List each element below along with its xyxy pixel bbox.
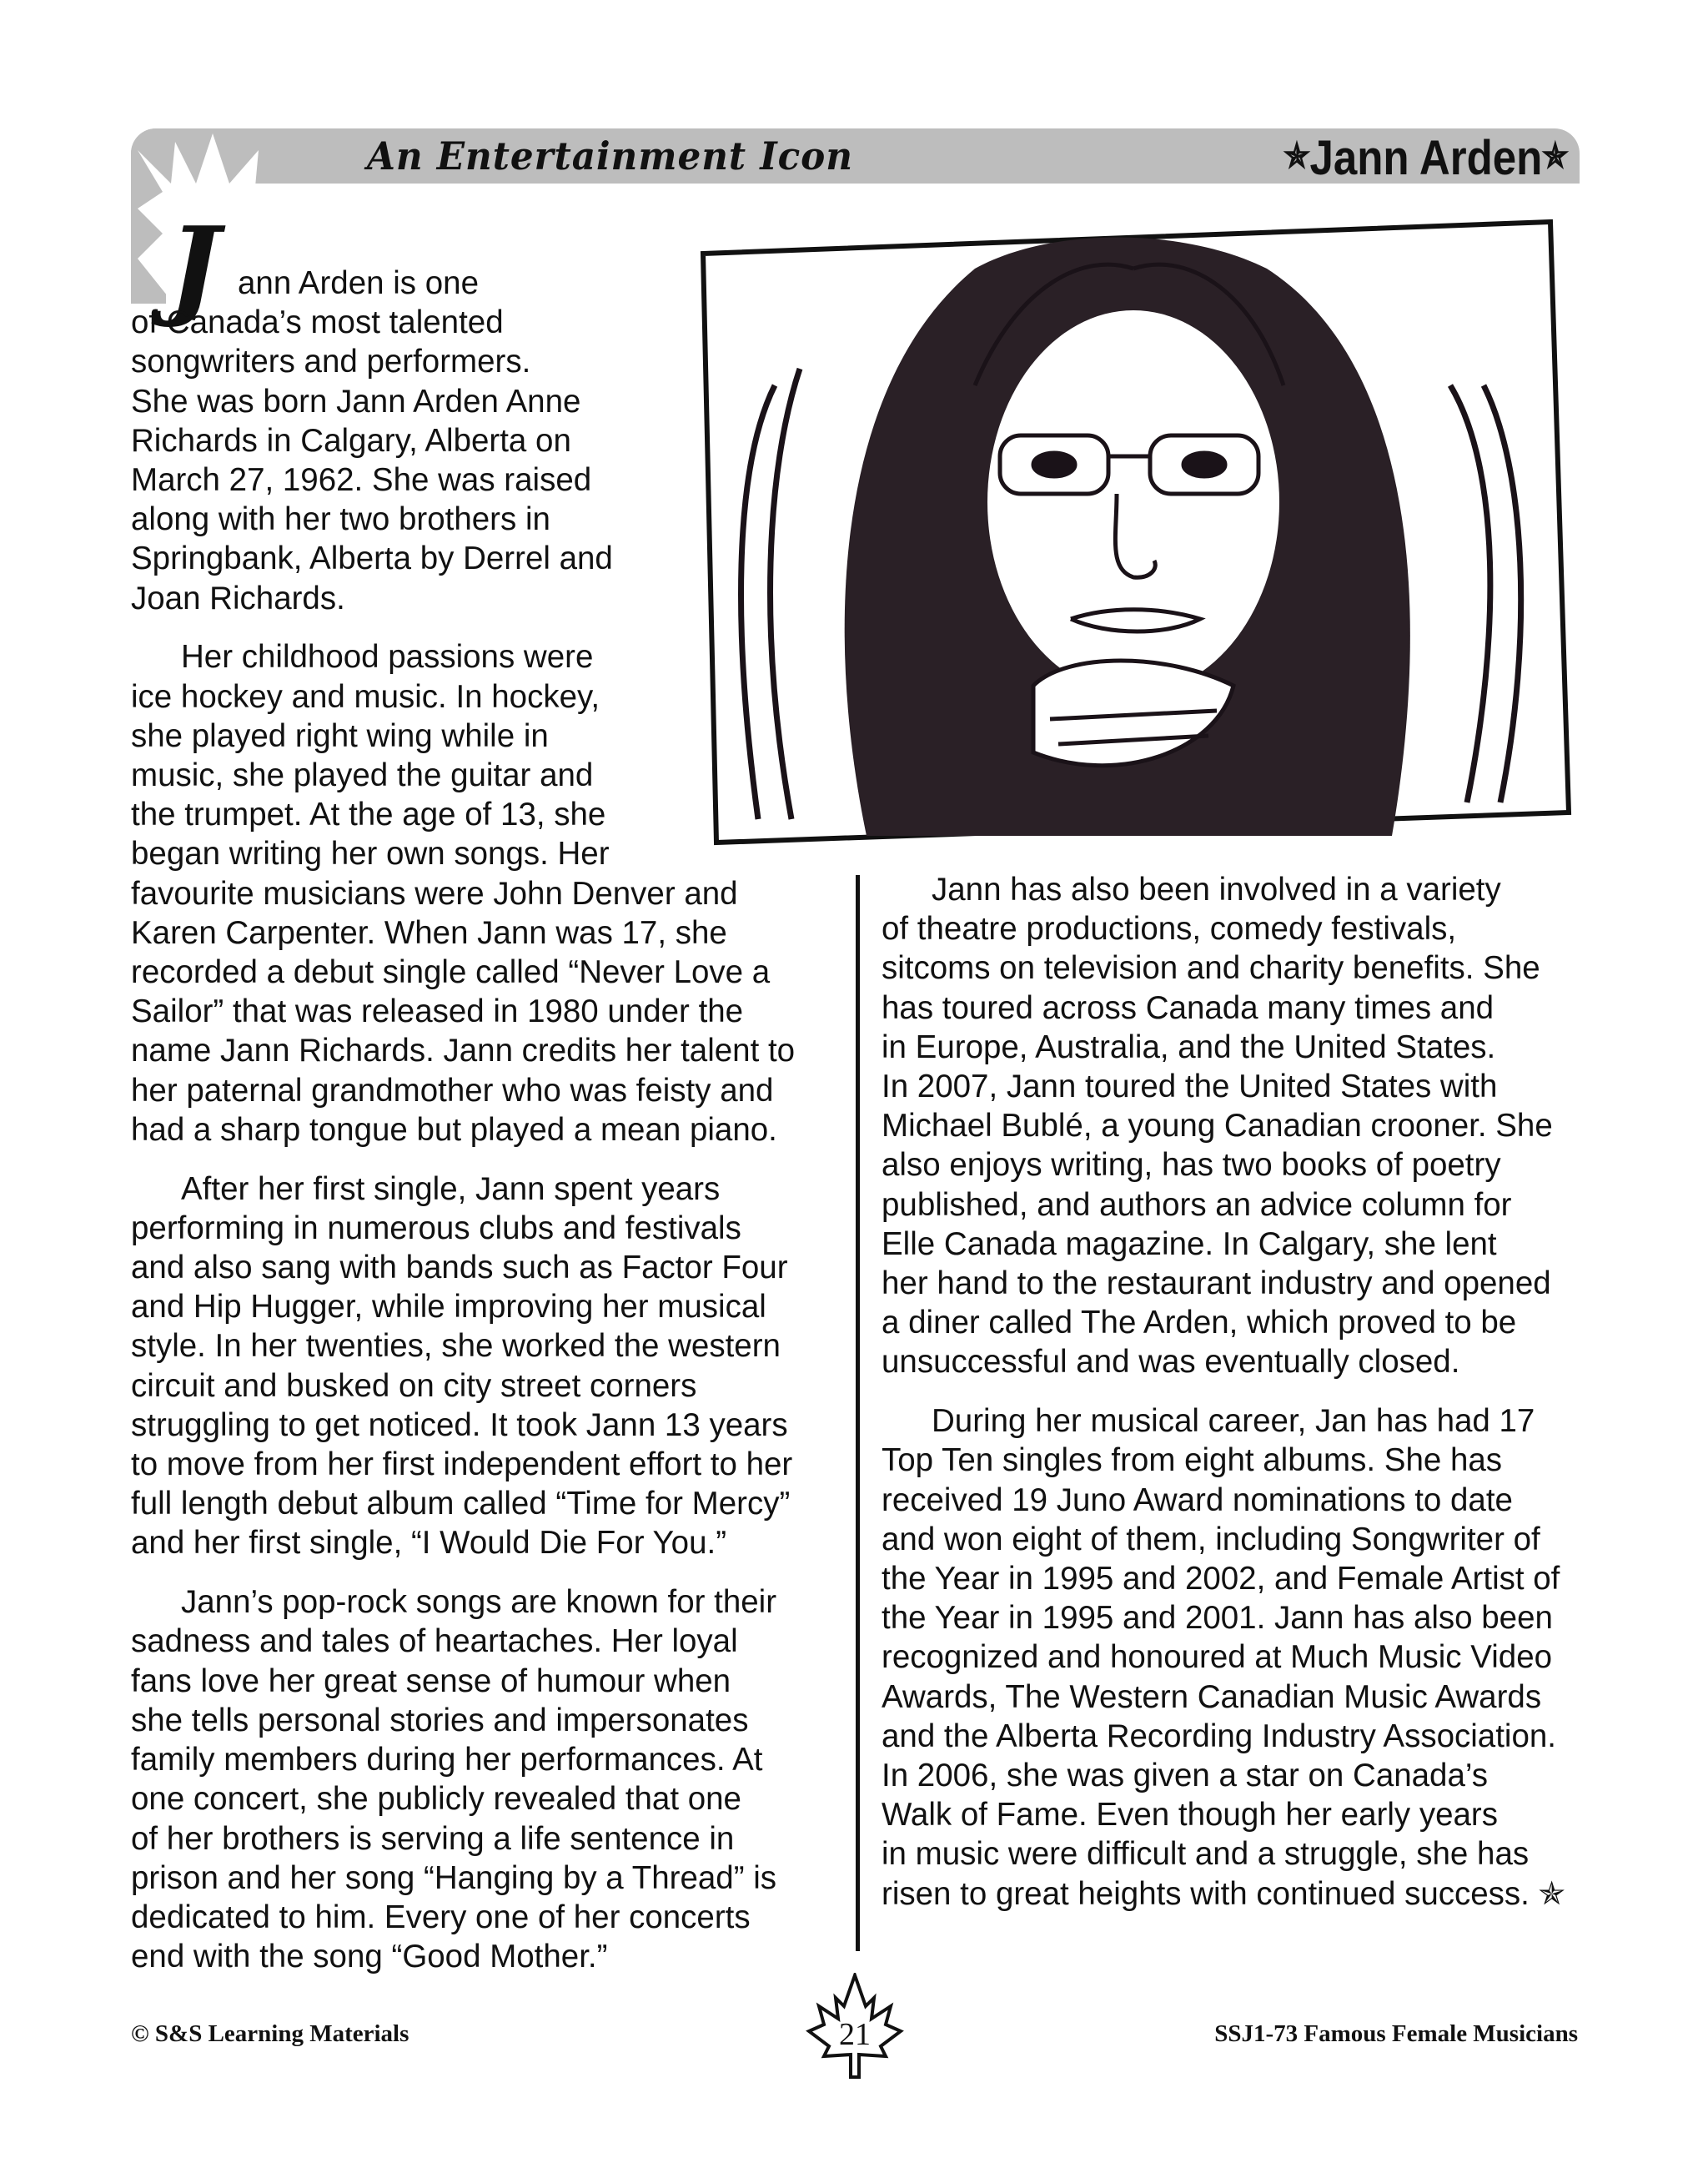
text-line: received 19 Juno Award nominations to date <box>882 1481 1513 1518</box>
text-line: sadness and tales of heartaches. Her loyal <box>131 1623 738 1660</box>
text-line: she tells personal stories and impersonates <box>131 1702 749 1738</box>
text-line: March 27, 1962. She was raised <box>131 462 592 499</box>
text-line: music, she played the guitar and <box>131 757 594 794</box>
text-line: Her childhood passions were <box>181 639 594 676</box>
left-column <box>131 264 795 1996</box>
text-line: in Europe, Australia, and the United States. <box>882 1029 1496 1065</box>
section-title: An Entertainment Icon <box>367 133 854 179</box>
paragraph <box>882 870 1565 1382</box>
paragraph <box>131 264 795 618</box>
text-line: Elle Canada magazine. In Calgary, she lent <box>882 1225 1497 1262</box>
text-line: the Year in 1995 and 2001. Jann has also been <box>882 1600 1553 1637</box>
text-line: and the Alberta Recording Industry Association. <box>882 1718 1556 1754</box>
text-line: and Hip Hugger, while improving her musical <box>131 1289 766 1325</box>
paragraph <box>131 1582 795 1976</box>
book-title: SSJ1-73 Famous Female Musicians <box>1214 2020 1578 2047</box>
text-line: and won eight of them, including Songwriter of <box>882 1521 1540 1557</box>
text-line: In 2007, Jann toured the United States with <box>882 1069 1498 1105</box>
text-line: name Jann Richards. Jann credits her talent to <box>131 1033 796 1069</box>
text-line: She was born Jann Arden Anne <box>131 383 581 420</box>
text-line: Sailor” that was released in 1980 under the <box>131 993 744 1030</box>
text-line: of theatre productions, comedy festivals, <box>882 911 1457 948</box>
text-line: and also sang with bands such as Factor Four <box>131 1250 788 1286</box>
text-line: full length debut album called “Time for Mercy” <box>131 1486 791 1522</box>
right-column <box>882 870 1565 1933</box>
text-line: began writing her own songs. Her <box>131 836 610 873</box>
paragraph <box>882 1401 1565 1914</box>
text-line: Jann has also been involved in a variety <box>932 872 1501 908</box>
text-line: unsuccessful and was eventually closed. <box>882 1344 1460 1381</box>
text-line: family members during her performances. At <box>131 1742 763 1778</box>
text-line: to move from her first independent effort to her <box>131 1446 793 1483</box>
text-line: dedicated to him. Every one of her concerts <box>131 1899 751 1935</box>
text-line: style. In her twenties, she worked the western <box>131 1328 781 1365</box>
page-number-badge <box>801 1973 909 2085</box>
paragraph <box>131 1170 795 1563</box>
text-line: Karen Carpenter. When Jann was 17, she <box>131 914 727 951</box>
text-line: favourite musicians were John Denver and <box>131 875 738 912</box>
text-line: performing in numerous clubs and festivals <box>131 1210 741 1246</box>
text-line: Top Ten singles from eight albums. She has <box>882 1442 1503 1479</box>
text-line: the trumpet. At the age of 13, she <box>131 797 606 833</box>
text-line: her paternal grandmother who was feisty and <box>131 1072 774 1109</box>
text-line: of Canada’s most talented <box>131 304 504 341</box>
text-line: in music were difficult and a struggle, she has <box>882 1836 1530 1873</box>
text-line: Michael Bublé, a young Canadian crooner. She <box>882 1108 1553 1144</box>
text-line: of her brothers is serving a life sentence in <box>131 1820 735 1857</box>
text-line: she played right wing while in <box>131 717 549 754</box>
subject-name: ✯Jann Arden✯ <box>1284 131 1568 185</box>
text-line: published, and authors an advice column for <box>882 1186 1512 1223</box>
star-icon: ✯ <box>1284 136 1310 175</box>
text-line: the Year in 1995 and 2002, and Female Artist of <box>882 1561 1560 1597</box>
text-line: also enjoys writing, has two books of poetry <box>882 1147 1501 1184</box>
text-line: During her musical career, Jan has had 17 <box>932 1403 1535 1440</box>
text-line: a diner called The Arden, which proved to be <box>882 1305 1517 1341</box>
text-line: Richards in Calgary, Alberta on <box>131 422 571 459</box>
text-line: had a sharp tongue but played a mean piano. <box>131 1111 777 1148</box>
text-line: ann Arden is one <box>238 265 479 301</box>
text-line: recorded a debut single called “Never Love a <box>131 954 771 991</box>
text-line: sitcoms on television and charity benefits. She <box>882 950 1540 987</box>
text-line: fans love her great sense of humour when <box>131 1663 731 1699</box>
text-line: ice hockey and music. In hockey, <box>131 678 600 715</box>
text-line: In 2006, she was given a star on Canada’s <box>882 1758 1488 1794</box>
text-line: Springbank, Alberta by Derrel and <box>131 541 613 577</box>
column-divider <box>856 875 860 1951</box>
text-line: Walk of Fame. Even though her early years <box>882 1797 1498 1834</box>
text-line: Awards, The Western Canadian Music Awards <box>882 1678 1542 1715</box>
text-line: prison and her song “Hanging by a Thread” is <box>131 1859 777 1896</box>
text-line: After her first single, Jann spent years <box>181 1170 721 1207</box>
text-line: one concert, she publicly revealed that one <box>131 1781 741 1818</box>
text-line: songwriters and performers. <box>131 344 531 380</box>
text-line: Jann’s pop-rock songs are known for their <box>181 1584 777 1621</box>
portrait-illustration <box>700 219 1575 846</box>
text-line: circuit and busked on city street corners <box>131 1367 697 1404</box>
text-line: and her first single, “I Would Die For You.” <box>131 1525 727 1562</box>
text-line: her hand to the restaurant industry and opened <box>882 1265 1551 1302</box>
text-line: along with her two brothers in <box>131 501 550 538</box>
text-line: Joan Richards. <box>131 580 345 616</box>
page-number: 21 <box>839 2017 871 2052</box>
text-line: recognized and honoured at Much Music Video <box>882 1639 1553 1676</box>
text-line: struggling to get noticed. It took Jann 13 years <box>131 1406 788 1443</box>
text-line: risen to great heights with continued success. ✯ <box>882 1875 1565 1912</box>
paragraph <box>131 637 795 1149</box>
drop-cap: J <box>168 203 220 330</box>
copyright-text: © S&S Learning Materials <box>131 2020 409 2047</box>
star-icon: ✯ <box>1542 136 1568 175</box>
text-line: has toured across Canada many times and <box>882 989 1494 1026</box>
text-line: end with the song “Good Mother.” <box>131 1939 608 1975</box>
